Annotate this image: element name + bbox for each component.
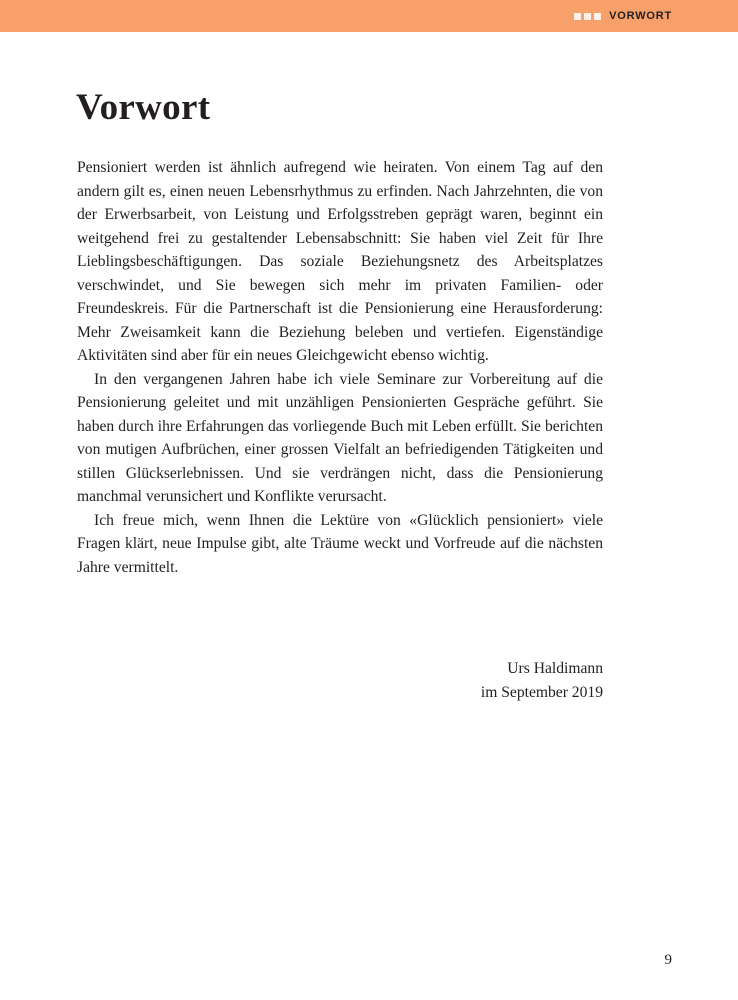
square-icon [574, 13, 581, 20]
square-icon [584, 13, 591, 20]
signature [481, 657, 603, 704]
paragraph: In den vergangenen Jahren habe ich viele Seminare zur Vorbereitung auf die Pensionierung geleitet und mit unzähligen Pensionierten Gespräche geführt. Sie haben durch ihre Erfahrungen das vorliegende Buch mit Leben erfüllt. Sie berichten von mutigen Aufbrüchen, einer grossen Vielfalt an befriedigenden Tätigkeiten und stillen Glückserlebnissen. Und sie verdrängen nicht, dass die Pensionierung manchmal verunsichert und Konflikte verursacht. [77, 370, 603, 505]
page-title: Vorwort [76, 87, 211, 128]
header-bar [0, 0, 738, 32]
header-squares-icon [574, 13, 601, 20]
author-name: Urs Haldimann [507, 660, 603, 677]
running-header [574, 8, 672, 24]
square-icon [594, 13, 601, 20]
paragraph: Pensioniert werden ist ähnlich aufregend wie heiraten. Von einem Tag auf den andern gilt es, einen neuen Lebensrhythmus zu erfinden. Nach Jahrzehnten, die von der Erwerbsarbeit, von Leistung und Erfolgsstreben geprägt waren, beginnt ein weitgehend frei zu gestaltender Lebensabschnitt: Sie haben viel Zeit für Ihre Lieblingsbeschäftigungen. Das soziale Beziehungsnetz des Arbeitsplatzes verschwindet, und Sie bewegen sich mehr im privaten Familien- oder Freundeskreis. Für die Partnerschaft ist die Pensionierung eine Herausforderung: Mehr Zweisamkeit kann die Beziehung beleben und vertiefen. Eigenständige Aktivitäten sind aber für ein neues Gleichgewicht ebenso wichtig. [77, 159, 603, 364]
signature-date: im September 2019 [480, 683, 603, 701]
paragraph: Ich freue mich, wenn Ihnen die Lektüre von «Glücklich pensioniert» viele Fragen klärt, neue Impulse gibt, alte Träume weckt und Vorfreude auf die nächsten Jahre vermittelt. [77, 511, 603, 576]
section-label: VORWORT [609, 10, 672, 22]
page-number: 9 [664, 952, 672, 968]
body-text [77, 156, 603, 579]
